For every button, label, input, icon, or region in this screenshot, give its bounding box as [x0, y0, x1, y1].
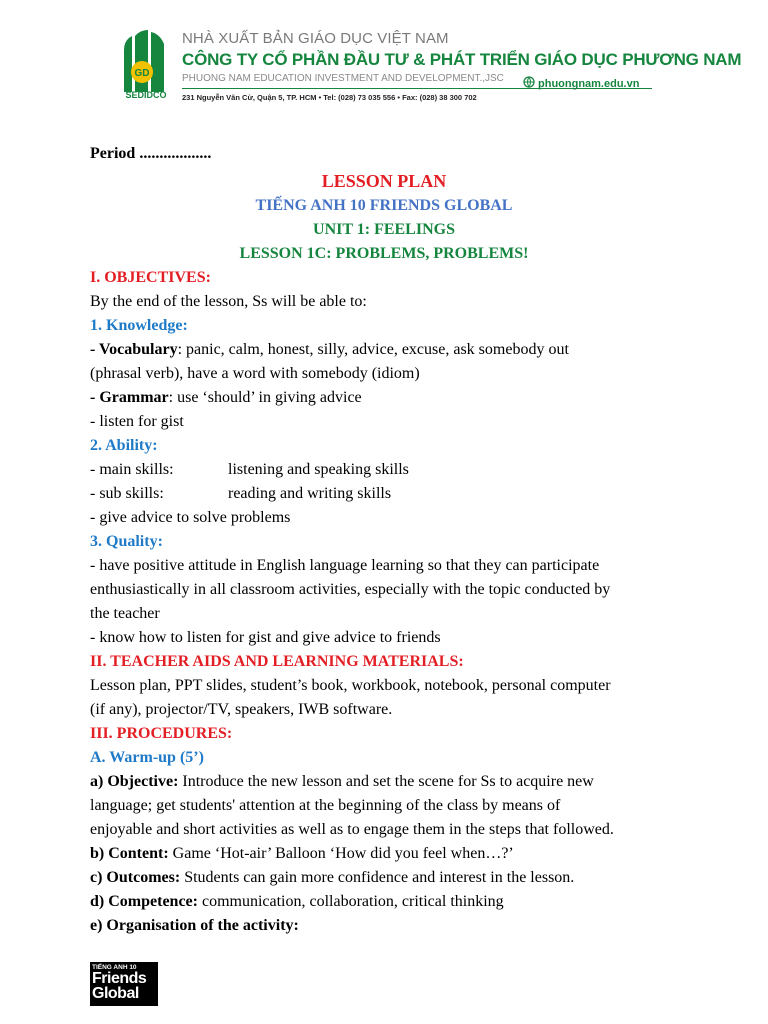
knowledge-heading: 1. Knowledge: [90, 317, 188, 334]
objective-text: Introduce the new lesson and set the scene for Ss to acquire new [178, 773, 594, 790]
procedures-heading: III. PROCEDURES: [90, 725, 233, 742]
objective-line-3: enjoyable and short activities as well as to engage them in the steps that followed. [90, 821, 614, 838]
footer-logo-mid: Friends [92, 970, 147, 987]
company-name-english: PHUONG NAM EDUCATION INVESTMENT AND DEVELOPMENT.,JSC [182, 73, 504, 84]
period-line: Period .................. [90, 145, 212, 162]
content-label: b) Content: [90, 845, 169, 862]
objectives-heading: I. OBJECTIVES: [90, 269, 211, 286]
content-text: Game ‘Hot-air’ Balloon ‘How did you feel when…?’ [168, 845, 514, 862]
competence-line [90, 890, 690, 914]
company-name: CÔNG TY CỔ PHẦN ĐẦU TƯ & PHÁT TRIỂN GIÁO DỤC PHƯƠNG NAM [182, 50, 742, 69]
sub-skills-label: - sub skills: [90, 485, 164, 502]
grammar-line [90, 386, 690, 410]
objective-label: a) Objective: [90, 773, 179, 790]
objective-line-2: language; get students' attention at the beginning of the class by means of [90, 797, 561, 814]
vocabulary-text: : panic, calm, honest, silly, advice, excuse, ask somebody out [177, 341, 569, 358]
listen-gist-line: - listen for gist [90, 413, 184, 430]
course-title: TIẾNG ANH 10 FRIENDS GLOBAL [255, 197, 513, 214]
logo-wordmark: SEDIDCO [125, 90, 167, 100]
main-skills-label: - main skills: [90, 461, 174, 478]
outcomes-label: c) Outcomes: [90, 869, 181, 886]
contact-info: 231 Nguyễn Văn Cừ, Quận 5, TP. HCM • Tel: (028) 73 035 556 • Fax: (028) 38 300 702 [182, 93, 477, 102]
lesson-plan-body [90, 142, 690, 938]
globe-icon [523, 76, 535, 91]
footer-logo-bottom: Global [92, 985, 139, 1002]
main-skills-line [90, 458, 690, 482]
quality-line-1: - have positive attitude in English language learning so that they can participate [90, 557, 600, 574]
quality-line-4: - know how to listen for gist and give advice to friends [90, 629, 441, 646]
grammar-text: : use ‘should’ in giving advice [168, 389, 362, 406]
grammar-label: - Grammar [90, 389, 169, 406]
sub-skills-line [90, 482, 690, 506]
footer-logo-top: TIẾNG ANH 10 [92, 964, 137, 971]
outcomes-text: Students can gain more confidence and interest in the lesson. [180, 869, 575, 886]
vocabulary-line [90, 338, 690, 362]
ability-heading: 2. Ability: [90, 437, 158, 454]
organisation-line: e) Organisation of the activity: [90, 917, 299, 934]
competence-text: communication, collaboration, critical thinking [197, 893, 504, 910]
aids-line-1: Lesson plan, PPT slides, student’s book, workbook, notebook, personal computer [90, 677, 611, 694]
vocabulary-line-2: (phrasal verb), have a word with somebody (idiom) [90, 365, 420, 382]
give-advice-line: - give advice to solve problems [90, 509, 291, 526]
publisher-name: NHÀ XUẤT BẢN GIÁO DỤC VIỆT NAM [182, 30, 449, 47]
quality-line-2: enthusiastically in all classroom activities, especially with the topic conducted by [90, 581, 611, 598]
website-text: phuongnam.edu.vn [538, 77, 640, 90]
warmup-heading: A. Warm-up (5’) [90, 749, 204, 766]
lesson-title: LESSON 1C: PROBLEMS, PROBLEMS! [239, 245, 529, 262]
friends-global-logo [90, 962, 158, 1006]
outcomes-line [90, 866, 690, 890]
content-line [90, 842, 690, 866]
objectives-intro: By the end of the lesson, Ss will be able to: [90, 293, 367, 310]
quality-line-3: the teacher [90, 605, 160, 622]
objective-line [90, 770, 690, 794]
quality-heading: 3. Quality: [90, 533, 163, 550]
unit-title: UNIT 1: FEELINGS [313, 221, 455, 238]
vocabulary-label: - Vocabulary [90, 341, 178, 358]
sub-skills-value: reading and writing skills [228, 485, 392, 502]
aids-heading: II. TEACHER AIDS AND LEARNING MATERIALS: [90, 653, 464, 670]
lesson-plan-title: LESSON PLAN [321, 171, 447, 191]
website-link[interactable] [523, 76, 639, 91]
competence-label: d) Competence: [90, 893, 198, 910]
aids-line-2: (if any), projector/TV, speakers, IWB software. [90, 701, 393, 718]
main-skills-value: listening and speaking skills [228, 461, 409, 478]
svg-text:GD: GD [134, 68, 150, 79]
publisher-header [118, 22, 742, 110]
